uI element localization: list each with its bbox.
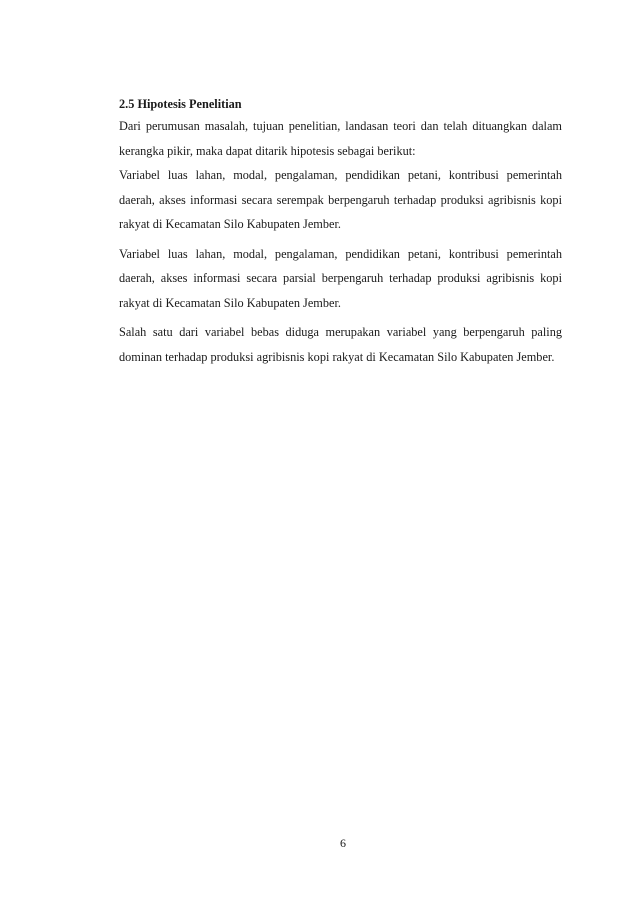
hypothesis-paragraph-2: Variabel luas lahan, modal, pengalaman, pendidikan petani, kontribusi pemerintah daerah, akses informasi secara parsial berpengaruh terhadap produksi agribisnis kopi rakyat di Kecamatan Silo Kabupaten Jember.: [119, 246, 562, 310]
intro-paragraph: Dari perumusan masalah, tujuan penelitian, landasan teori dan telah dituangkan dalam kerangka pikir, maka dapat ditarik hipotesis sebagai berikut:: [119, 119, 562, 158]
section-heading: 2.5 Hipotesis Penelitian: [119, 97, 242, 111]
page-number: 6: [340, 836, 346, 850]
hypothesis-paragraph-3: Salah satu dari variabel bebas diduga merupakan variabel yang berpengaruh paling dominan terhadap produksi agribisnis kopi rakyat di Kecamatan Silo Kabupaten Jember.: [119, 325, 562, 364]
hypothesis-paragraph-1: Variabel luas lahan, modal, pengalaman, pendidikan petani, kontribusi pemerintah daerah, akses informasi secara serempak berpengaruh terhadap produksi agribisnis kopi rakyat di Kecamatan Silo Kabupaten Jember.: [119, 168, 562, 231]
page-content: [119, 94, 562, 369]
